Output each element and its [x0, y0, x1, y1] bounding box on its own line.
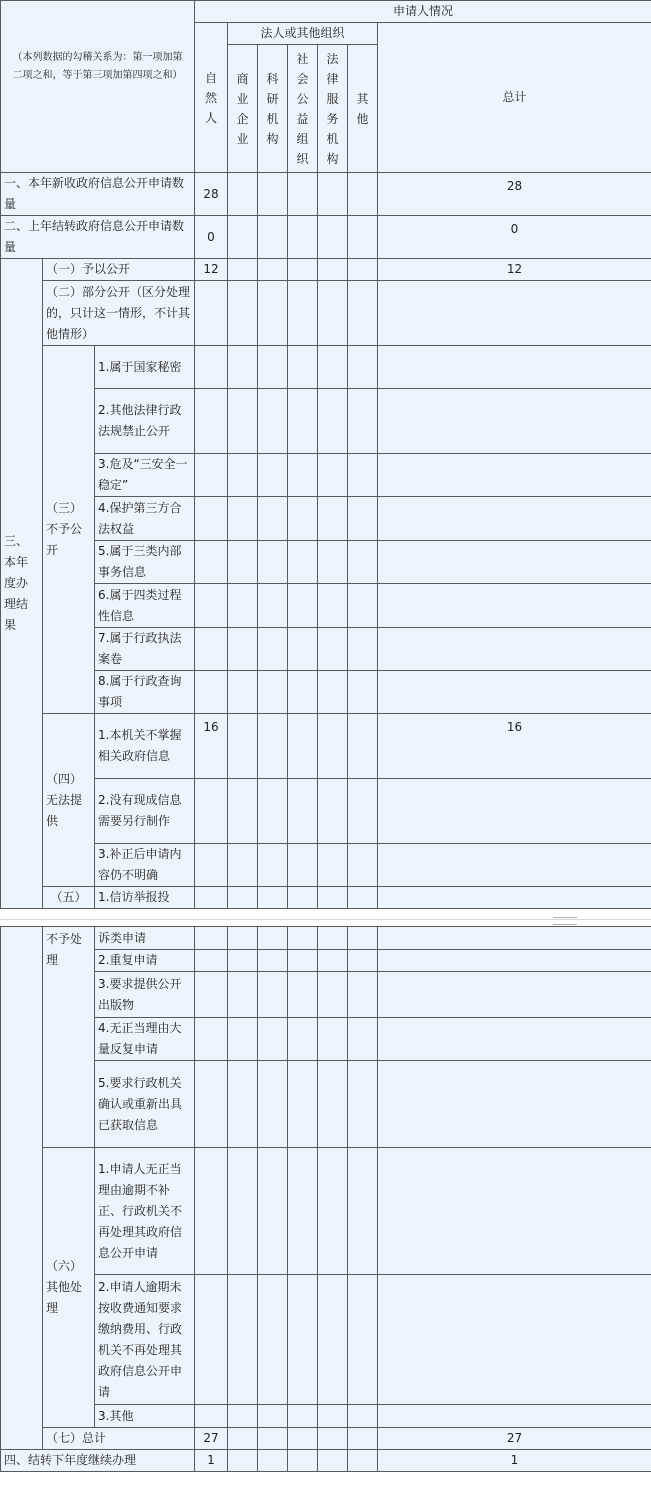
not-disclosed-item: 6.属于四类过程性信息 — [95, 584, 195, 628]
natural-person-header: 自然人 — [195, 23, 228, 173]
not-disclosed-item: 7.属于行政执法案卷 — [95, 628, 195, 671]
not-disclosed-item: 5.属于三类内部事务信息 — [95, 541, 195, 584]
business-header: 商业企业 — [228, 45, 258, 173]
grand-total-natural: 27 — [195, 1428, 228, 1450]
section-results-continued — [1, 927, 43, 1450]
row-new-applications-label: 一、本年新收政府信息公开申请数量 — [1, 173, 195, 216]
unable-provide-item: 3.补正后申请内容仍不明确 — [95, 844, 195, 887]
row-new-applications-total: 28 — [378, 173, 651, 216]
not-disclosed-item: 2.其他法律行政法规禁止公开 — [95, 389, 195, 454]
row-carried-over-natural: 0 — [195, 216, 228, 259]
other-header: 其他 — [348, 45, 378, 173]
unable-provide-natural: 16 — [195, 714, 228, 779]
partial-disclosed-label: （二）部分公开（区分处理的，只计这一情形，不计其他情形） — [43, 281, 195, 346]
grand-total-total: 27 — [378, 1428, 651, 1450]
research-header: 科研机构 — [258, 45, 288, 173]
not-processed-item: 5.要求行政机关确认或重新出具已获取信息 — [95, 1061, 195, 1148]
other-processing-item: 3.其他 — [95, 1405, 195, 1428]
header-note: （本列数据的勾稽关系为：第一项加第二项之和，等于第三项加第四项之和） — [1, 1, 195, 173]
report-table-part3 — [0, 1449, 651, 1472]
not-processed-item: 诉类申请 — [95, 927, 195, 950]
not-processed-item: 4.无正当理由大量反复申请 — [95, 1018, 195, 1061]
grand-total-label: （七）总计 — [43, 1428, 195, 1450]
not-processed-item: 2.重复申请 — [95, 950, 195, 972]
applicant-situation-header: 申请人情况 — [195, 1, 651, 23]
carry-next-year-natural: 1 — [195, 1450, 228, 1472]
row-new-applications-natural: 28 — [195, 173, 228, 216]
disclosed-total: 12 — [378, 259, 651, 281]
other-processing-label: （六）其他处理 — [43, 1148, 95, 1428]
unable-provide-item: 1.本机关不掌握相关政府信息 — [95, 714, 195, 779]
not-processed-item-top: 1.信访举报投 — [95, 887, 195, 909]
row-carried-over-total: 0 — [378, 216, 651, 259]
unable-provide-label: （四）无法提供 — [43, 714, 95, 887]
carry-next-year-label: 四、结转下年度继续办理 — [1, 1450, 195, 1472]
disclosed-natural: 12 — [195, 259, 228, 281]
other-processing-item: 1.申请人无正当理由逾期不补正、行政机关不再处理其政府信息公开申请 — [95, 1148, 195, 1275]
not-processed-label: 不予处理 — [43, 927, 95, 1148]
not-disclosed-item: 8.属于行政查询事项 — [95, 671, 195, 714]
row-carried-over-label: 二、上年结转政府信息公开申请数量 — [1, 216, 195, 259]
report-table-part2 — [0, 926, 651, 1450]
not-processed-item: 3.要求提供公开出版物 — [95, 972, 195, 1018]
not-disclosed-item: 4.保护第三方合法权益 — [95, 497, 195, 541]
not-processed-label-top: （五） — [43, 887, 95, 909]
legal-header: 法律服务机构 — [318, 45, 348, 173]
unable-provide-total: 16 — [378, 714, 651, 779]
not-disclosed-item: 1.属于国家秘密 — [95, 346, 195, 389]
social-header: 社会公益组织 — [288, 45, 318, 173]
total-header: 总计 — [378, 23, 651, 173]
disclosed-label: （一）予以公开 — [43, 259, 195, 281]
unable-provide-item: 2.没有现成信息需要另行制作 — [95, 779, 195, 844]
not-disclosed-label: （三）不予公开 — [43, 346, 95, 714]
page-break-marker — [553, 917, 577, 925]
org-group-header: 法人或其他组织 — [228, 23, 378, 45]
carry-next-year-total: 1 — [378, 1450, 651, 1472]
section-results-label: 三、本年度办理结果 — [1, 259, 43, 909]
other-processing-item: 2.申请人逾期未按收费通知要求缴纳费用、行政机关不再处理其政府信息公开申请 — [95, 1275, 195, 1405]
not-disclosed-item: 3.危及“三安全一稳定” — [95, 454, 195, 497]
